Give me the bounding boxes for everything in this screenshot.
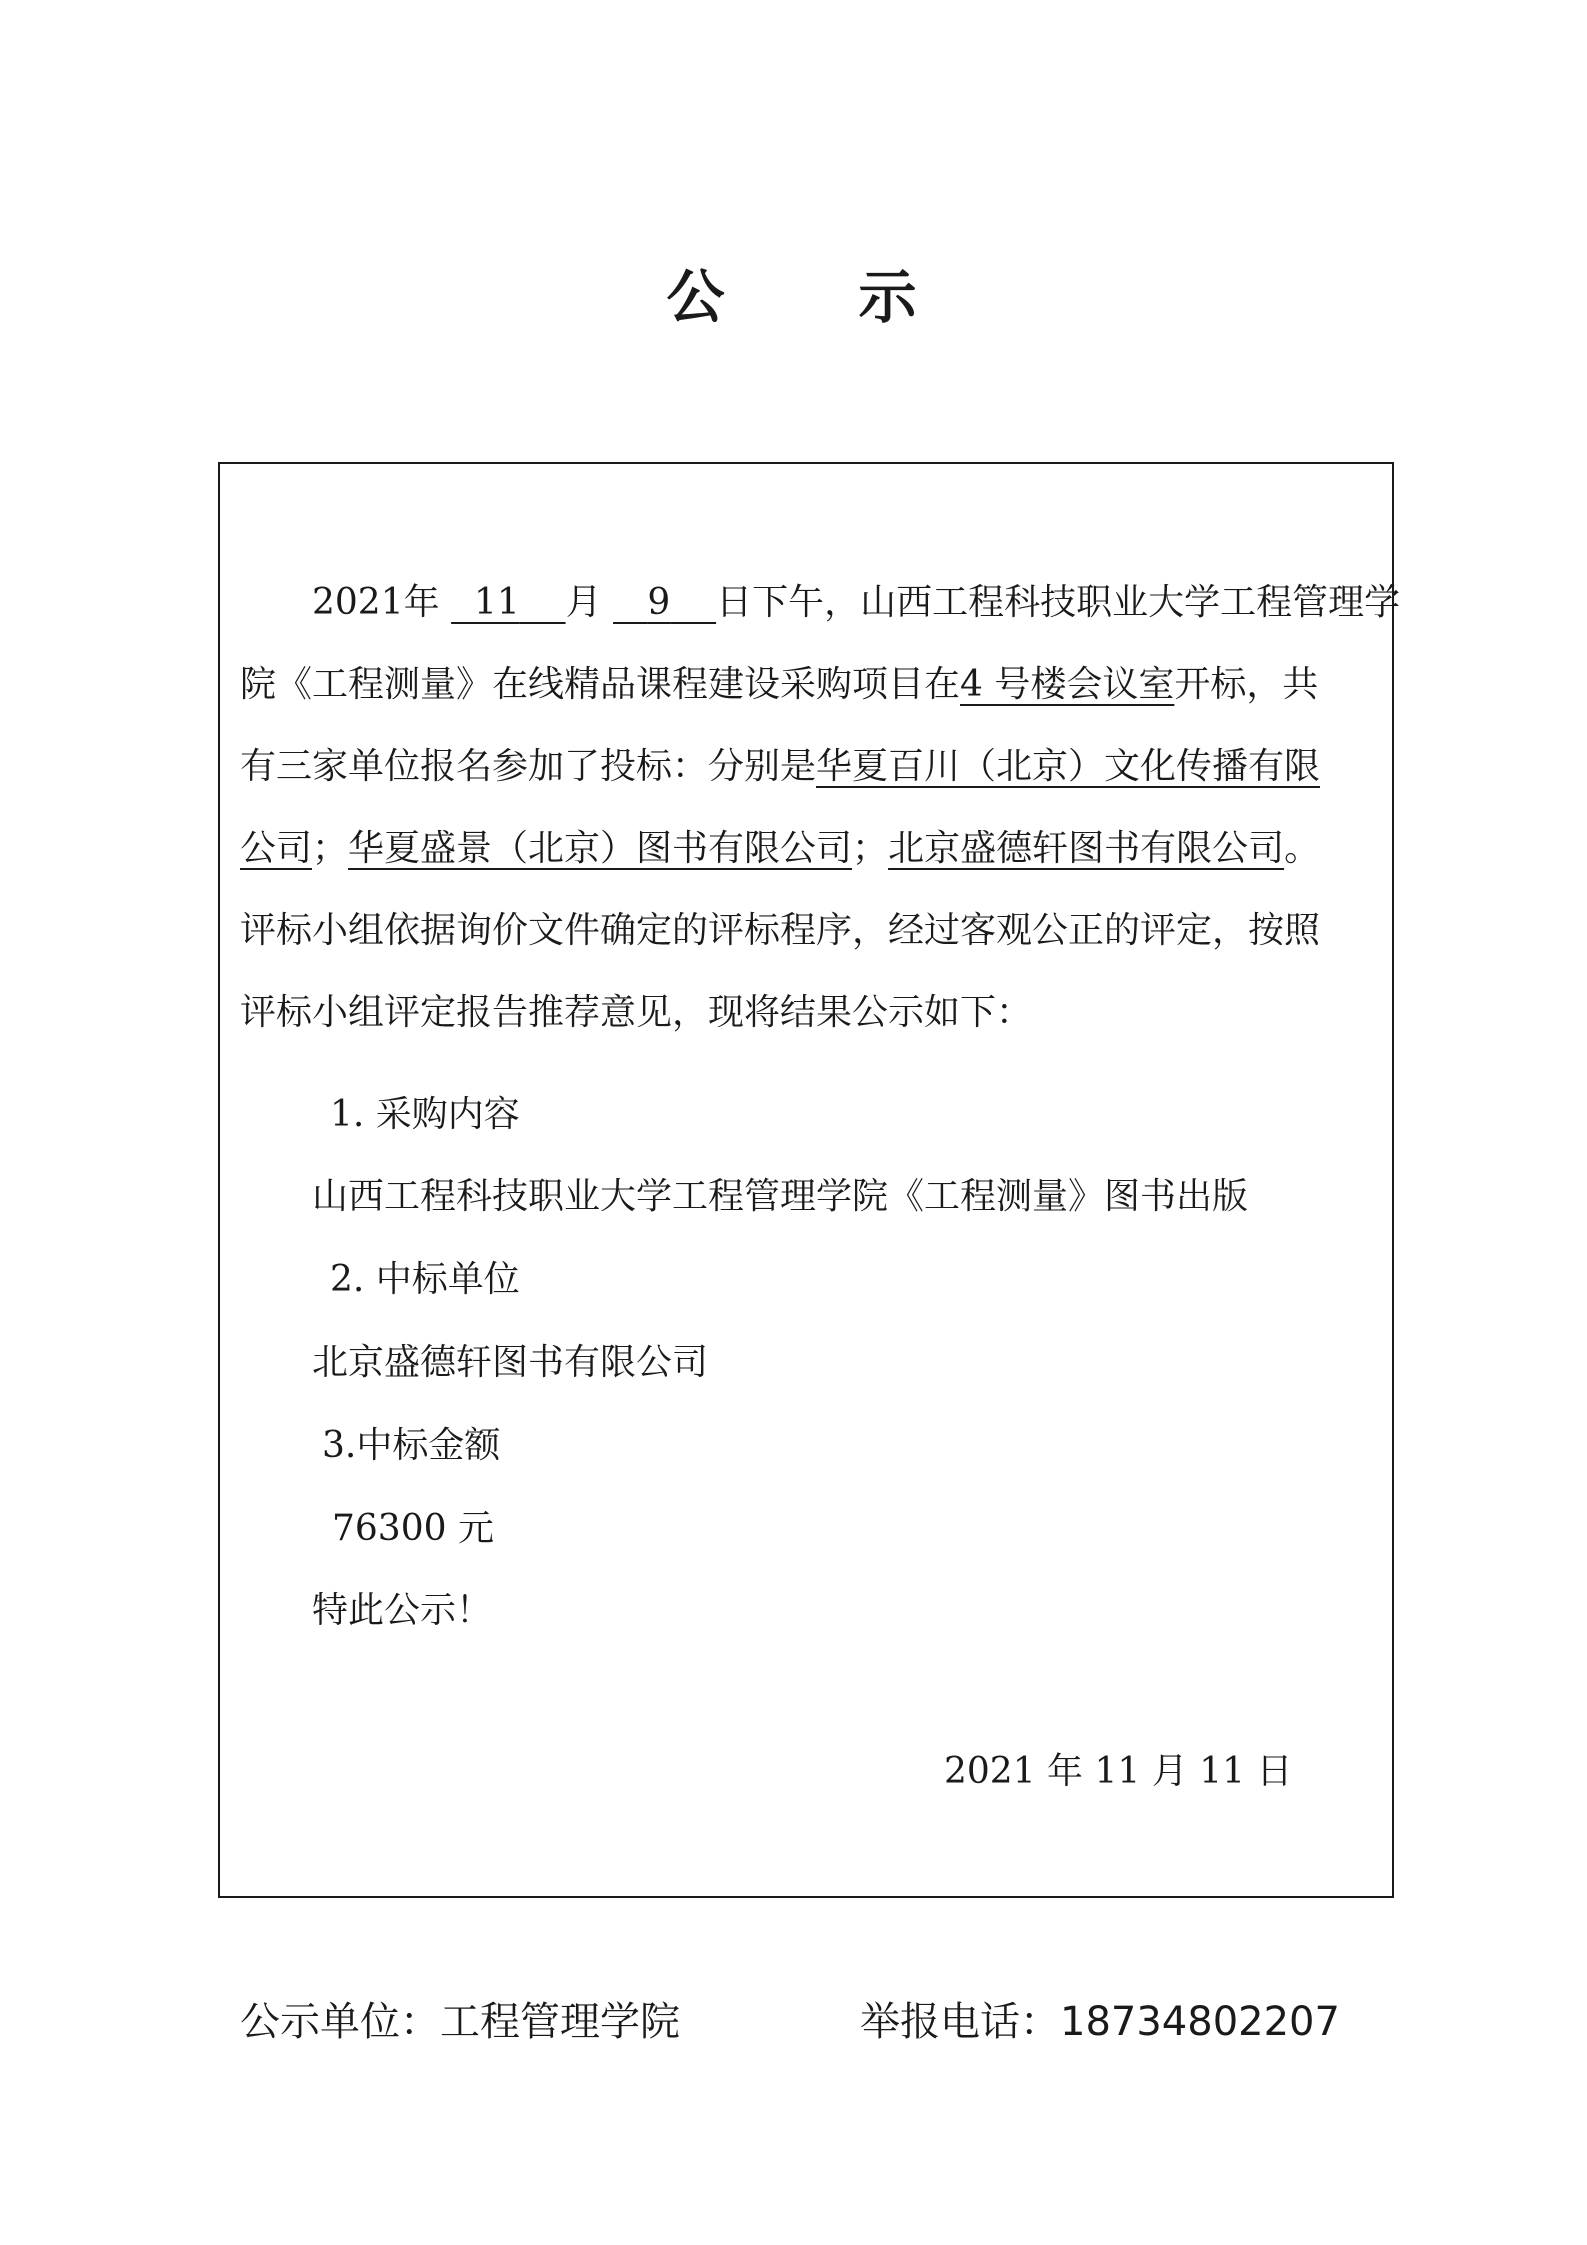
notice-paragraph	[240, 562, 1401, 1054]
month-value: 11	[473, 582, 520, 623]
report-phone	[860, 1990, 1340, 2047]
title-char-1: 公	[666, 263, 729, 331]
para-line-1	[240, 562, 1401, 644]
line3-head: 有三家单位报名参加了投标：分别是	[240, 746, 817, 787]
page-title	[0, 250, 1587, 334]
year: 2021	[312, 582, 404, 623]
day-value: 9	[647, 582, 671, 623]
bidder-1-part-a: 华夏百川（北京）文化传播有限	[816, 746, 1321, 787]
year-unit: 年	[403, 582, 440, 623]
venue: 4 号楼会议室	[960, 664, 1175, 705]
line1-tail: 日下午，山西工程科技职业大学工程管理学	[716, 582, 1401, 623]
month-unit: 月	[565, 582, 602, 623]
line4-tail: 。	[1284, 828, 1321, 869]
publishing-unit-label: 公示单位：	[240, 1999, 440, 2045]
bidder-2: 华夏盛景（北京）图书有限公司	[348, 828, 853, 869]
para-line-4	[240, 808, 1374, 890]
section-1-value: 山西工程科技职业大学工程管理学院《工程测量》图书出版	[312, 1176, 1249, 1217]
para-line-2	[240, 644, 1374, 726]
report-phone-value: 18734802207	[1060, 1999, 1340, 2045]
section-2-value: 北京盛德轩图书有限公司	[312, 1342, 709, 1383]
section-1-heading: 1. 采购内容	[330, 1094, 520, 1135]
para-line-3	[240, 726, 1374, 808]
line2-tail: 开标，共	[1174, 664, 1319, 705]
section-2-heading: 2. 中标单位	[330, 1259, 520, 1300]
report-phone-label: 举报电话：	[860, 1999, 1060, 2045]
section-3-heading: 3.中标金额	[322, 1425, 501, 1466]
section-3-value: 76300 元	[332, 1508, 494, 1549]
publishing-unit-value: 工程管理学院	[440, 1999, 680, 2045]
title-char-2: 示	[858, 263, 921, 331]
bidder-1-part-b: 公司	[240, 828, 313, 869]
separator-1: ；	[312, 828, 349, 869]
para-line-5: 评标小组依据询价文件确定的评标程序，经过客观公正的评定，按照	[240, 910, 1321, 951]
notice-date: 2021 年 11 月 11 日	[944, 1751, 1293, 1792]
closing-text: 特此公示！	[312, 1590, 493, 1631]
publishing-unit	[240, 1990, 680, 2047]
bidder-3: 北京盛德轩图书有限公司	[888, 828, 1285, 869]
para-line-6: 评标小组评定报告推荐意见，现将结果公示如下：	[240, 992, 1033, 1033]
separator-2: ；	[852, 828, 889, 869]
line2-head: 院《工程测量》在线精品课程建设采购项目在	[240, 664, 961, 705]
